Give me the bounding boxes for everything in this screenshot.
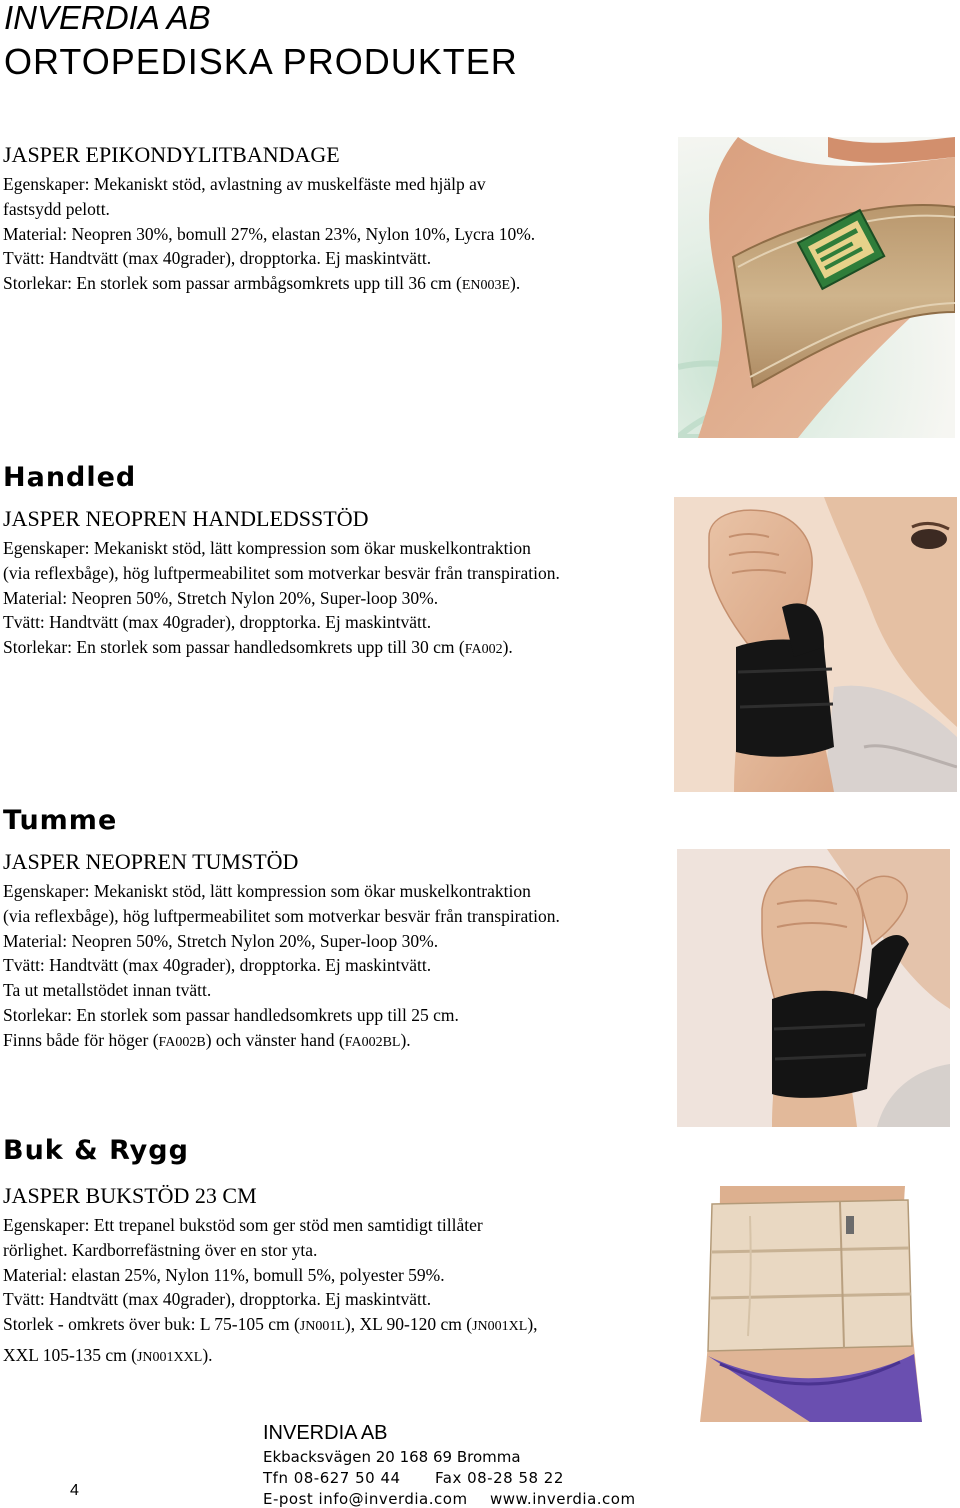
product-name: JASPER EPIKONDYLITBANDAGE [3, 142, 340, 167]
material-text: Neopren 30%, bomull 27%, elastan 23%, Nylon 10%, Lycra 10%. [67, 223, 536, 244]
product-name: JASPER NEOPREN TUMSTÖD [3, 849, 299, 874]
material-label: Material: [3, 930, 68, 951]
company-name: INVERDIA AB [4, 0, 211, 36]
product-epikondylitbandage: JASPER EPIKONDYLITBANDAGE Egenskaper: Mekaniskt stöd, avlastning av muskelfäste med hjälp av fastsydd pelott. Material: Neopren 30%, bomull 27%, elastan 23%, Nylon 10%, Lycra 10%. Tvätt: Handtvätt (max 40grader), dropptorka. Ej maskintvätt. Storlekar: En storlek som passar armbågsomkrets upp till 36 cm (EN003E). [3, 140, 663, 299]
sizes-text: En storlek som passar handledsomkrets upp till 25 cm. [72, 1004, 459, 1025]
footer-email: E-post info@inverdia.com [263, 1490, 468, 1508]
properties-label: Egenskaper: [3, 174, 90, 194]
care-note: Ta ut metallstödet innan tvätt. [3, 980, 212, 1001]
abdominal-support-photo [690, 1186, 930, 1422]
footer-website: www.inverdia.com [490, 1490, 636, 1508]
properties-label: Egenskaper: [3, 538, 90, 558]
wash-text: Handtvätt (max 40grader), dropptorka. Ej maskintvätt. [44, 612, 432, 633]
section-heading-handled: Handled [3, 462, 137, 493]
properties-text-cont: fastsydd pelott. [3, 198, 110, 219]
properties-text-cont: (via reflexbåge), hög luftpermeabilitet som motverkar besvär från transpiration. [3, 905, 560, 926]
wash-label: Tvätt: [3, 612, 45, 633]
footer-address: Ekbacksvägen 20 168 69 Bromma [263, 1448, 521, 1466]
size-label: Storlek - omkrets över buk: [3, 1314, 196, 1335]
material-label: Material: [3, 223, 68, 244]
article-code-left: FA002BL [344, 1034, 401, 1050]
article-code-xxl: JN001XXL [136, 1349, 203, 1365]
elbow-bandage-photo [678, 137, 955, 438]
material-text: elastan 25%, Nylon 11%, bomull 5%, polyester 59%. [67, 1264, 445, 1285]
product-name: JASPER BUKSTÖD 23 CM [3, 1183, 257, 1208]
properties-text: Mekaniskt stöd, lätt kompression som ökar muskelkontraktion [89, 538, 531, 558]
properties-label: Egenskaper: [3, 881, 90, 901]
sizes-label: Storlekar: [3, 1004, 73, 1025]
page-number: 4 [70, 1482, 79, 1499]
footer-phone: Tfn 08-627 50 44 [263, 1469, 401, 1487]
footer-fax: Fax 08-28 58 22 [435, 1469, 564, 1487]
article-code-right: FA002B [158, 1034, 206, 1050]
variants-text: Finns både för höger ( [3, 1029, 159, 1050]
material-text: Neopren 50%, Stretch Nylon 20%, Super-loop 30%. [67, 930, 439, 951]
material-label: Material: [3, 587, 68, 608]
footer-company: INVERDIA AB [263, 1422, 388, 1444]
properties-text: Mekaniskt stöd, avlastning av muskelfäste med hjälp av [89, 174, 486, 194]
section-heading-tumme: Tumme [3, 805, 118, 836]
properties-text-cont: rörlighet. Kardborrefästning över en stor yta. [3, 1239, 318, 1260]
wrist-support-photo [674, 497, 957, 792]
sizes-label: Storlekar: [3, 637, 73, 658]
properties-label: Egenskaper: [3, 1215, 90, 1235]
product-name: JASPER NEOPREN HANDLEDSSTÖD [3, 506, 369, 531]
wash-text: Handtvätt (max 40grader), dropptorka. Ej maskintvätt. [44, 1289, 432, 1310]
sizes-text: En storlek som passar armbågsomkrets upp till 36 cm ( [72, 273, 462, 294]
product-handledsstod: JASPER NEOPREN HANDLEDSSTÖD Egenskaper: Mekaniskt stöd, lätt kompression som ökar muskelkontraktion (via reflexbåge), hög luftpermeabilitet som motverkar besvär från transpiration. Material: Neopren 50%, Stretch Nylon 20%, Super-loop 30%. Tvätt: Handtvätt (max 40grader), dropptorka. Ej maskintvätt. Storlekar: En storlek som passar handledsomkrets upp till 30 cm (FA002). [3, 504, 663, 663]
sizes-label: Storlekar: [3, 273, 73, 294]
thumb-support-photo [677, 849, 950, 1127]
wash-label: Tvätt: [3, 1289, 45, 1310]
product-tumstod: JASPER NEOPREN TUMSTÖD Egenskaper: Mekaniskt stöd, lätt kompression som ökar muskelkontraktion (via reflexbåge), hög luftpermeabilitet som motverkar besvär från transpiration. Material: Neopren 50%, Stretch Nylon 20%, Super-loop 30%. Tvätt: Handtvätt (max 40grader), dropptorka. Ej maskintvätt. Ta ut metallstödet innan tvätt. Storlekar: En storlek som passar handledsomkrets upp till 25 cm. Finns både för höger (FA002B) och vänster hand (FA002BL). [3, 847, 663, 1056]
properties-text: Ett trepanel bukstöd som ger stöd men samtidigt tillåter [89, 1215, 483, 1235]
properties-text: Mekaniskt stöd, lätt kompression som ökar muskelkontraktion [89, 881, 531, 901]
wash-label: Tvätt: [3, 955, 45, 976]
properties-text-cont: (via reflexbåge), hög luftpermeabilitet som motverkar besvär från transpiration. [3, 562, 560, 583]
sizes-text: En storlek som passar handledsomkrets upp till 30 cm ( [72, 637, 465, 658]
wash-text: Handtvätt (max 40grader), dropptorka. Ej maskintvätt. [44, 955, 432, 976]
article-code: FA002 [464, 642, 503, 658]
material-label: Material: [3, 1264, 68, 1285]
section-heading-buk-rygg: Buk & Rygg [3, 1135, 189, 1166]
catalog-title: ORTOPEDISKA PRODUKTER [4, 41, 518, 82]
wash-label: Tvätt: [3, 248, 45, 269]
article-code: EN003E [461, 278, 511, 294]
wash-text: Handtvätt (max 40grader), dropptorka. Ej maskintvätt. [44, 248, 432, 269]
article-code-xl: JN001XL [472, 1319, 528, 1335]
product-bukstod: JASPER BUKSTÖD 23 CM Egenskaper: Ett trepanel bukstöd som ger stöd men samtidigt tillåter rörlighet. Kardborrefästning över en stor yta. Material: elastan 25%, Nylon 11%, bomull 5%, polyester 59%. Tvätt: Handtvätt (max 40grader), dropptorka. Ej maskintvätt. Storlek - omkrets över buk: L 75-105 cm (JN001L), XL 90-120 cm (JN001XL), XXL 105-135 cm (JN001XXL). [3, 1181, 663, 1371]
article-code-l: JN001L [299, 1319, 345, 1335]
material-text: Neopren 50%, Stretch Nylon 20%, Super-loop 30%. [67, 587, 439, 608]
